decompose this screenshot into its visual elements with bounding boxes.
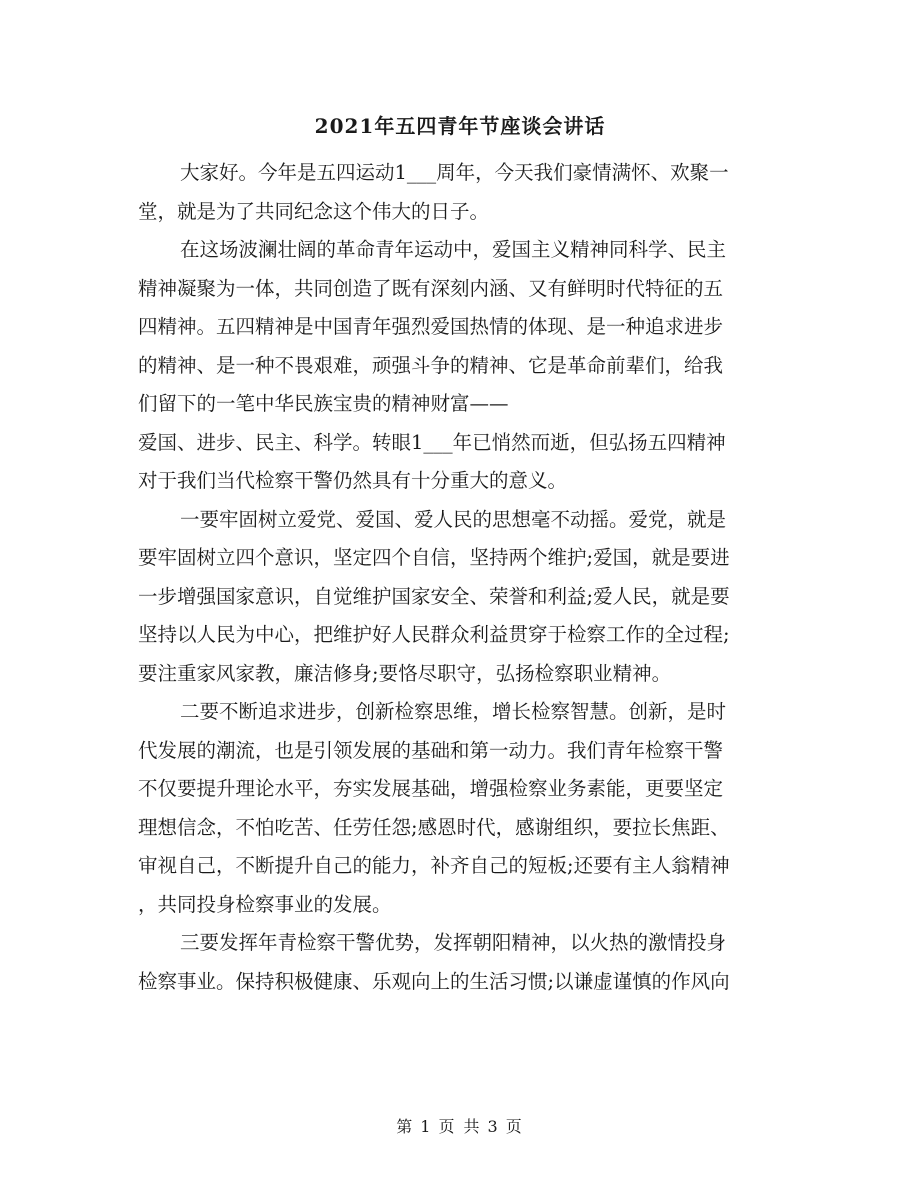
text-line: 精神凝聚为一体，共同创造了既有深刻内涵、又有鲜明时代特征的五 [138, 276, 724, 300]
text-line: 爱国、进步、民主、科学。转眼1___年已悄然而逝，但弘扬五四精神 [138, 430, 726, 454]
text-line: 大家好。今年是五四运动1___周年，今天我们豪情满怀、欢聚一 [180, 161, 729, 184]
page-footer [0, 1114, 920, 1137]
text-line: 审视自己，不断提升自己的能力，补齐自己的短板;还要有主人翁精神 [138, 854, 730, 877]
footer-page-number: 1 [420, 1117, 433, 1136]
text-line: 坚持以人民为中心，把维护好人民群众利益贯穿于检察工作的全过程; [138, 623, 730, 646]
text-line: 三要发挥年青检察干警优势，发挥朝阳精神，以火热的激情投身 [180, 931, 727, 954]
text-line: 们留下的一笔中华民族宝贵的精神财富—— [138, 392, 509, 415]
text-line: 对于我们当代检察干警仍然具有十分重大的意义。 [138, 469, 568, 492]
text-line: 二要不断追求进步，创新检察思维，增长检察智慧。创新，是时 [180, 700, 727, 723]
text-line: 代发展的潮流，也是引领发展的基础和第一动力。我们青年检察干警 [138, 738, 724, 762]
page-title: 2021年五四青年节座谈会讲话 [314, 114, 606, 138]
text-line: 检察事业。保持积极健康、乐观向上的生活习惯;以谦虚谨慎的作风向 [138, 969, 730, 993]
footer-suffix: 页 [505, 1117, 524, 1136]
footer-prefix: 第 [396, 1117, 415, 1136]
document-body [138, 154, 782, 1001]
text-line: 在这场波澜壮阔的革命青年运动中，爱国主义精神同科学、民主 [180, 238, 727, 261]
text-line: 不仅要提升理论水平，夯实发展基础，增强检察业务素能，更要坚定 [138, 777, 724, 800]
footer-total-pages: 3 [487, 1117, 500, 1136]
text-line: 要注重家风家教，廉洁修身;要恪尽职守，弘扬检察职业精神。 [138, 661, 672, 685]
text-line: 要牢固树立四个意识，坚定四个自信，坚持两个维护;爱国，就是要进 [138, 546, 730, 569]
text-line: 理想信念，不怕吃苦、任劳任怨;感恩时代，感谢组织，要拉长焦距、 [138, 815, 730, 839]
text-line: ，共同投身检察事业的发展。 [138, 892, 392, 916]
footer-middle: 页 共 [438, 1117, 482, 1136]
text-line: 堂，就是为了共同纪念这个伟大的日子。 [138, 199, 490, 223]
text-line: 一要牢固树立爱党、爱国、爱人民的思想毫不动摇。爱党，就是 [180, 507, 727, 531]
text-line: 一步增强国家意识，自觉维护国家安全、荣誉和利益;爱人民，就是要 [138, 584, 730, 608]
text-line: 的精神、是一种不畏艰难，顽强斗争的精神、它是革命前辈们，给我 [138, 353, 724, 377]
text-line: 四精神。五四精神是中国青年强烈爱国热情的体现、是一种追求进步 [138, 315, 724, 338]
